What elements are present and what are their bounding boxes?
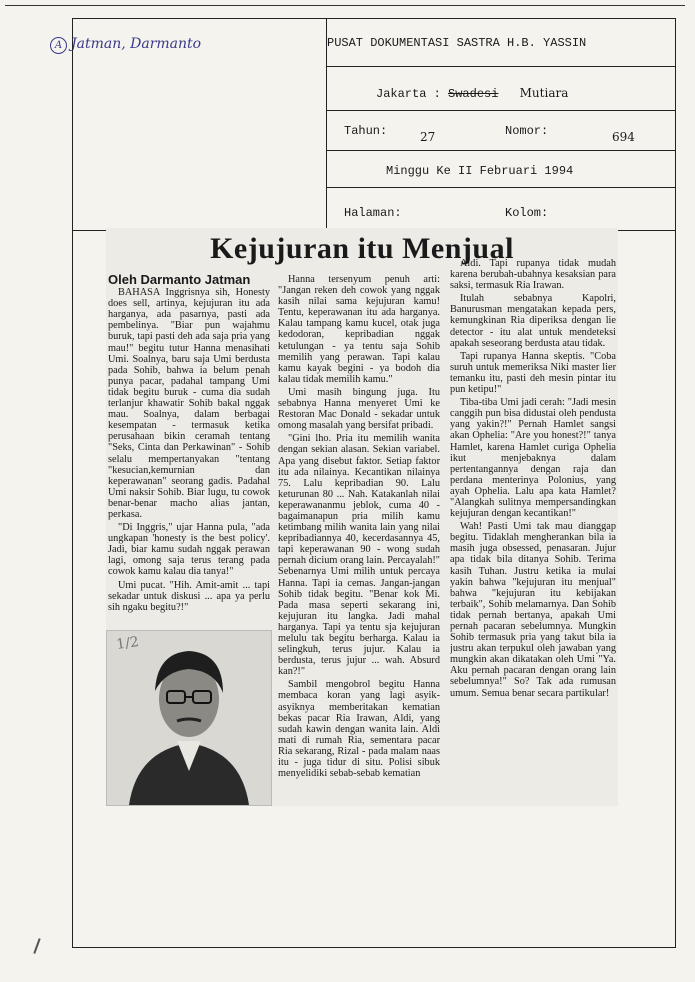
svg-text:1/2: 1/2 bbox=[115, 633, 140, 653]
year-value: 27 bbox=[420, 130, 436, 144]
article-column-2 bbox=[278, 274, 440, 806]
paragraph: Aldi. Tapi rupanya tidak mudah karena berubah-ubahnya kesaksian para saksi, termasuk Ria Irawan. bbox=[450, 258, 616, 292]
page-label: Halaman: bbox=[344, 206, 402, 220]
paragraph: Itulah sebabnya Kapolri, Banurusman mengatakan kepada pers, kemungkinan Ria diperiksa dengan lie detector - itu alat untuk mendeteksi apakah seseorang berdusta atau tidak. bbox=[450, 293, 616, 349]
paragraph: BAHASA Inggrisnya sih, Honesty does sell, artinya, kejujuran itu ada harganya, ada pasarnya, pasti ada pembelinya. "Biar pun wajahmu buruk, tapi pasti deh ada saja pria yang mau!" begitu tutur Hanna menasihati Umi. Soalnya, baru saja Umi berdusta pada Sohib, bahwa ia belum penah punya pacar, padahal tampang Umi tidak begitu buruk - cuma dia sudah terlanjur khawatir Sohib bakal nggak mau. Soalnya, dalam berbagai kesempatan - termasuk ketika perusahaan bikin ceramah tentang "Seks, Cinta dan Perkawinan" - Sohib selalu mempertanyakan "tentang "kesucian,kemurnian dan keperawanan" seorang gadis. Padahal Umi naksir Sohib. Biar lugu, tu cowok benar-benar macho alias jantan, perkasa. bbox=[108, 287, 270, 520]
paragraph: Tiba-tiba Umi jadi cerah: "Jadi mesin canggih pun bisa didustai oleh pendusta yang yakin?!" Pernah Hamlet sangsi akan Ophelia: "Are you honest?!" tanya Hamlet, karena Hamlet curiga Ophelia ikut menjebaknya dalam pertentangannya dengan raja dan perdana menterinya Polonius, yang ayah Ophelia. Lalu apa kata Hamlet? "Alangkah sulitnya mempersandingkan kejujuran dengan kecantikan!" bbox=[450, 397, 616, 520]
author-photo bbox=[106, 630, 272, 806]
paragraph: "Gini lho. Pria itu memilih wanita dengan sekian alasan. Sekian variabel. Apa yang disebut faktor. Setiap faktor itu ada nilainya. Kecantikan nilainya 75. Lalu kepribadian 90. Lalu keturunan 80 ... Nah. Katakanlah nilai keperawananmu jeblok, cuma 40 - bagaimanapun pria milih kamu ketimbang milih wanita lain yang nilai kepribadiannya 40, kecerdasannya 45, tapi keperawanan 90 - wong sudah pernah dicium orang lain. Percayalah!" Sebenarnya Umi milih untuk percaya Hanna. Tapi ia cemas. Jangan-jangan Sohib tidak begitu. "Benar kok Mi. Pada masa seperti sekarang ini, kejujuran itu langka. Jadi mahal harganya. Tapi ya tentu sja kejujuran melulu tak begitu berharga. Kalau ia selingkuh, terus jujur. Kalau ia berdusta, terus jujur ... wah. Absurd kan?!" bbox=[278, 433, 440, 678]
paper-name: Mutiara bbox=[519, 86, 569, 100]
top-rule bbox=[5, 5, 685, 6]
article-title: Kejujuran itu Menjual bbox=[210, 232, 514, 265]
rule bbox=[327, 110, 676, 111]
struck-paper-name: Swadesi bbox=[448, 87, 499, 101]
newspaper-clipping bbox=[106, 228, 618, 806]
paragraph: Tapi rupanya Hanna skeptis. "Coba suruh untuk memeriksa Niki master lier temanku itu, pasti deh mesin pintar itu pun ketipu!" bbox=[450, 350, 616, 396]
column-label: Kolom: bbox=[505, 206, 549, 220]
institution-name: PUSAT DOKUMENTASI SASTRA H.B. YASSIN bbox=[327, 36, 587, 50]
article-column-1 bbox=[108, 274, 270, 628]
paragraph: Hanna tersenyum penuh arti: "Jangan reken deh cowok yang nggak kasih nilai sama kejujuran kamu! Tentu, keperawanan itu ada harganya. Kalau tampang kamu kucel, otak juga kedodoran, kepribadian nggak ketulungan - ya tentu saja Sohib memilih yang perawan. Tapi kalau kamu kayak begini - ya bodoh dia kalau tidak memilih kamu." bbox=[278, 274, 440, 385]
newspaper-line bbox=[376, 86, 695, 101]
portrait-image bbox=[107, 631, 271, 805]
paragraph: Umi pucat. "Hih. Amit-amit ... tapi sekadar untuk diskusi ... apa ya perlu sih ngaku begitu?!" bbox=[108, 579, 270, 613]
handwritten-name: Jatman, Darmanto bbox=[71, 36, 202, 52]
year-label: Tahun: bbox=[344, 124, 388, 138]
rule bbox=[327, 187, 676, 188]
paragraph: Umi masih bingung juga. Itu sebabnya Hanna menyeret Umi ke Restoran Mac Donald - sekadar untuk omong masalah yang bersifat pribadi. bbox=[278, 386, 440, 432]
paragraph: Sambil mengobrol begitu Hanna membaca koran yang lagi asyik-asyiknya memberitakan kematian bekas pacar Ria Irawan, Aldi, yang sudah kawin dengan wanita lain. Aldi mati di rumah Ria, sementara pacar Ria sekarang, Rizal - pada malam naas itu - juga tidur di situ. Polisi sibuk menyelidiki sebab-sebab kematian bbox=[278, 679, 440, 780]
circled-letter: A bbox=[50, 37, 67, 54]
number-label: Nomor: bbox=[505, 124, 549, 138]
pen-mark bbox=[33, 938, 40, 954]
number-value: 694 bbox=[612, 130, 635, 144]
article-column-3 bbox=[450, 258, 616, 778]
rule bbox=[327, 150, 676, 151]
paragraph: Wah! Pasti Umi tak mau dianggap begitu. Tidaklah mengherankan bila ia masih juga obsessed, penasaran. Jujur apa tidak bila ditanya Sohib. Terima kasih Tuhan. Justru ketika ia mulai yakin bahwa "kejujuran itu menjual" bahwa "kejujuran itu kebijakan terbaik", Sohib melamarnya. Dan Sohib tidak pernah bertanya, apakah Umi pernah pacaran sebelumnya. Mungkin Sohib termasuk pria yang takut bila ia justru akan terpukul oleh jawaban yang mungkin akan dikatakan oleh Umi "Ya. Aku pernah pacaran dengan orang lain sebelumnya!" So? Tak ada rumusan umum. Semua benar secara partikular! bbox=[450, 521, 616, 699]
city-label: Jakarta : bbox=[376, 87, 441, 101]
date-line: Minggu Ke II Februari 1994 bbox=[386, 164, 574, 178]
paragraph: "Di Inggris," ujar Hanna pula, "ada ungkapan 'honesty is the best policy'. Jadi, biar kamu sudah nggak perawan lagi, omong saja terus terang pada cowok kamu kalau dia tanya!" bbox=[108, 522, 270, 578]
rule bbox=[327, 66, 676, 67]
article-byline: Oleh Darmanto Jatman bbox=[108, 274, 251, 287]
